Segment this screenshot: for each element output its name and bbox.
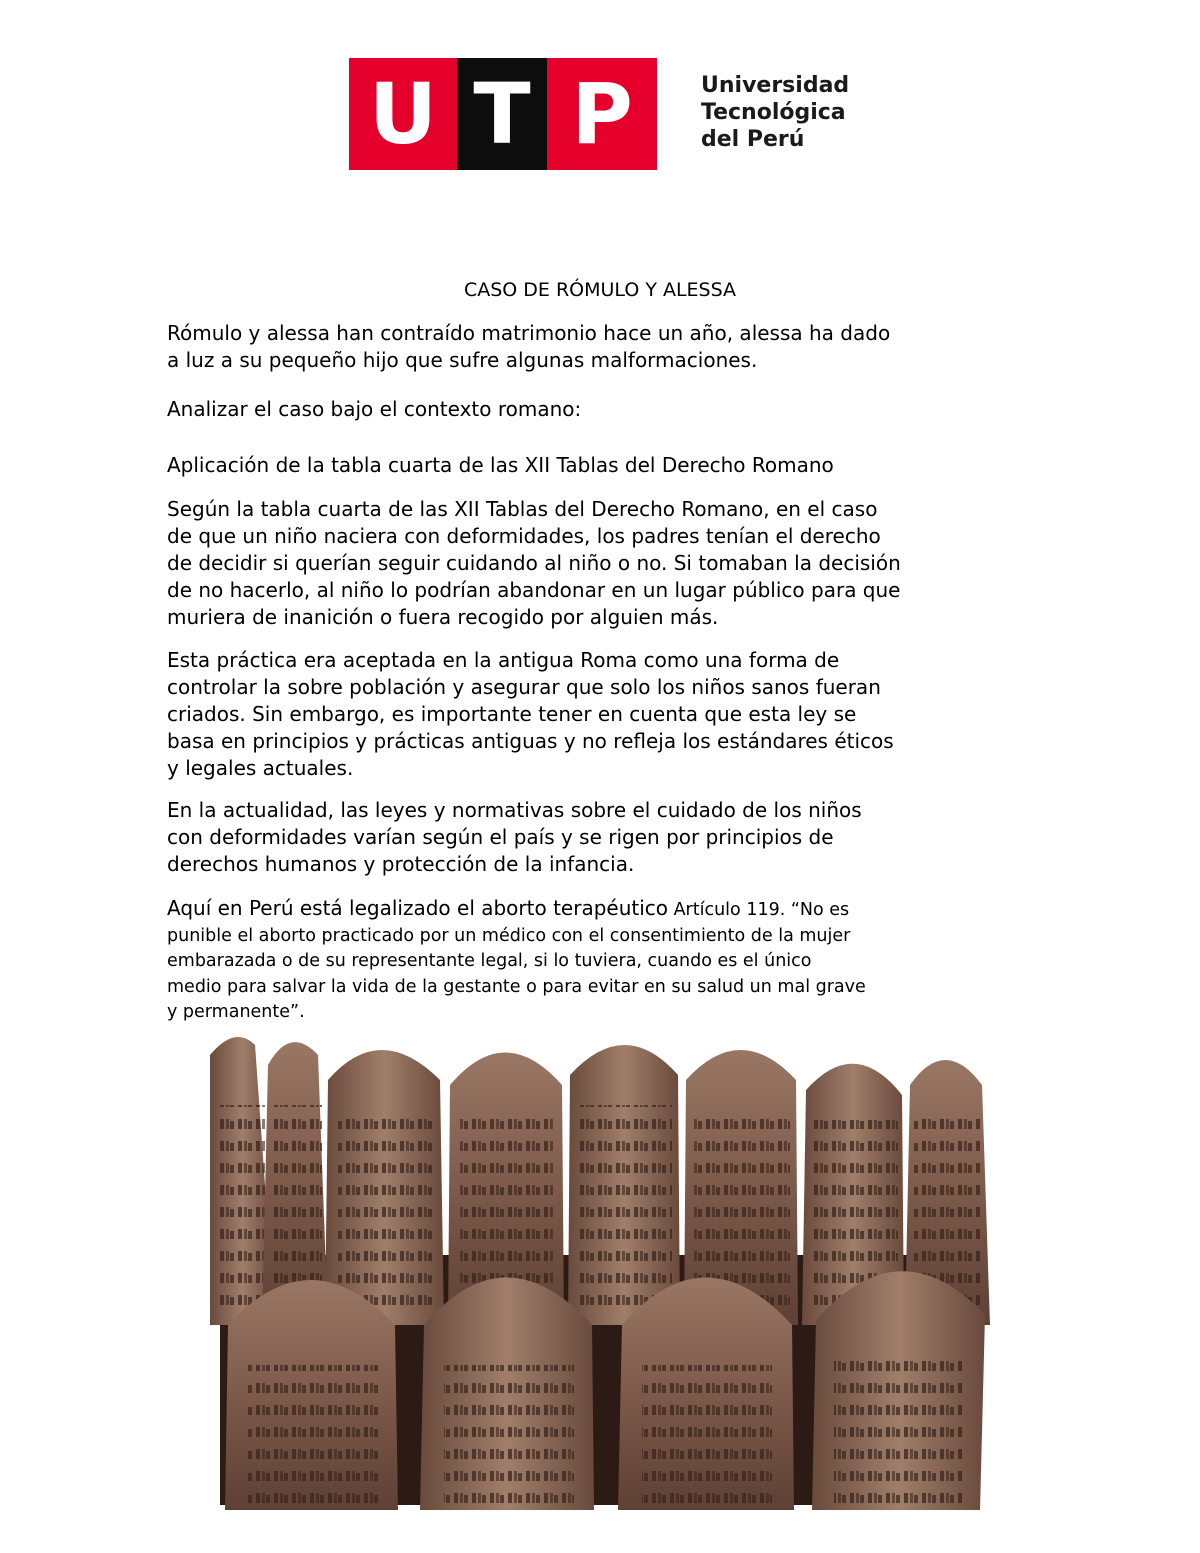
text-line: Esta práctica era aceptada en la antigua Roma como una forma de (167, 648, 840, 672)
text-line: medio para salvar la vida de la gestante o para evitar en su salud un mal grave (167, 976, 866, 997)
text-line: En la actualidad, las leyes y normativas sobre el cuidado de los niños (167, 798, 862, 822)
text-line: embarazada o de su representante legal, si lo tuviera, cuando es el único (167, 951, 812, 971)
logo-letter-u: U (368, 65, 438, 163)
paragraph-aborto-terapeutico (167, 895, 1047, 1026)
text-line (167, 895, 1047, 924)
paragraph-roma-practica (167, 647, 1047, 782)
text-line: criados. Sin embargo, es importante tener en cuenta que esta ley se (167, 702, 857, 726)
logo-letter-t: T (473, 65, 531, 163)
tablet (812, 1271, 985, 1510)
logo-name-line: Tecnológica (701, 100, 846, 125)
section-heading: Aplicación de la tabla cuarta de las XII Tablas del Derecho Romano (167, 453, 834, 477)
utp-logo (349, 58, 849, 170)
twelve-tables-image (200, 1025, 1000, 1510)
logo-letter-p: P (571, 65, 633, 163)
analysis-prompt: Analizar el caso bajo el contexto romano: (167, 397, 582, 421)
text-line: a luz a su pequeño hijo que sufre algunas malformaciones. (167, 348, 758, 372)
tablet (618, 1278, 794, 1511)
intro-paragraph (167, 320, 1047, 374)
document-title: CASO DE RÓMULO Y ALESSA (463, 279, 737, 301)
text-line: punible el aborto practicado por un médico con el consentimiento de la mujer (167, 925, 851, 946)
text-line: de no hacerlo, al niño lo podrían abandonar en un lugar público para que (167, 578, 901, 602)
text-line: basa en principios y prácticas antiguas y no refleja los estándares éticos (167, 729, 894, 753)
article-text: Artículo 119. “No es (668, 900, 850, 920)
text-line: y legales actuales. (167, 756, 354, 780)
text-line: y permanente”. (167, 1002, 305, 1022)
text-line: muriera de inanición o fuera recogido por alguien más. (167, 605, 719, 629)
logo-name-line: Universidad (701, 73, 850, 98)
text-line: de decidir si querían seguir cuidando al niño o no. Si tomaban la decisión (167, 551, 901, 575)
logo-box-p (547, 58, 657, 170)
logo-university-name (701, 72, 849, 153)
text-line: controlar la sobre población y asegurar que solo los niños sanos fueran (167, 675, 881, 699)
tablet (568, 1045, 680, 1325)
paragraph-tabla-cuarta (167, 496, 1047, 631)
tablet (325, 1050, 444, 1325)
tablet (225, 1280, 398, 1510)
logo-box-t (457, 58, 547, 170)
text-line: Según la tabla cuarta de las XII Tablas del Derecho Romano, en el caso (167, 497, 878, 521)
logo-box-u (349, 58, 457, 170)
text-line: de que un niño naciera con deformidades, los padres tenían el derecho (167, 524, 881, 548)
logo-name-line: del Perú (701, 127, 805, 152)
lead-text: Aquí en Perú está legalizado el aborto terapéutico (167, 896, 669, 920)
tablet (420, 1278, 594, 1511)
text-line: Rómulo y alessa han contraído matrimonio hace un año, alessa ha dado (167, 321, 891, 345)
text-line: con deformidades varían según el país y se rigen por principios de (167, 825, 834, 849)
text-line: derechos humanos y protección de la infancia. (167, 852, 635, 876)
paragraph-actualidad (167, 797, 1047, 878)
